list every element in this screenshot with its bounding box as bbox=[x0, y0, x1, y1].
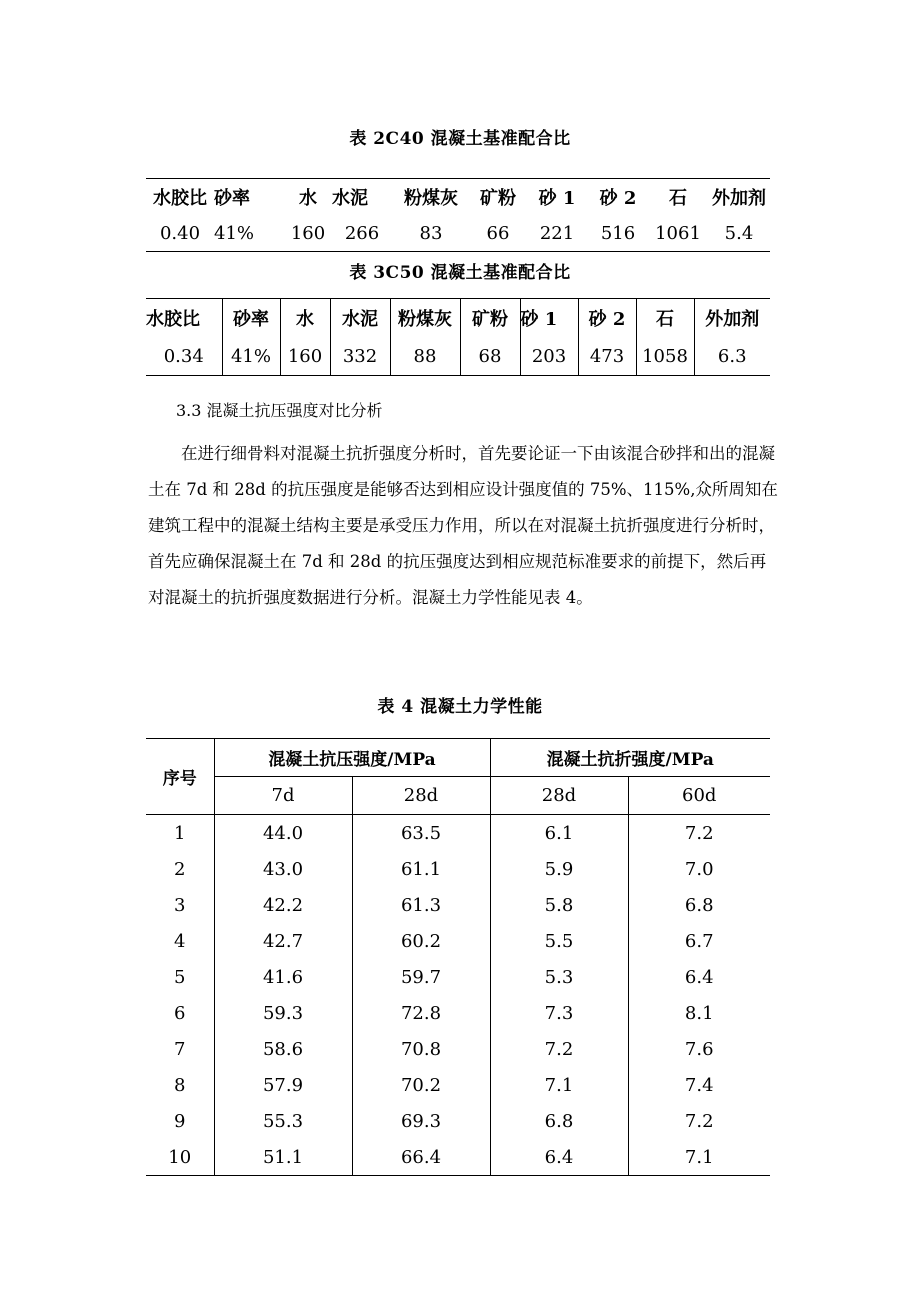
table4-seq-cell: 6 bbox=[174, 1002, 186, 1024]
paragraph-text: 在进行细骨料对混凝土抗折强度分析时，首先要论证一下由该混合砂拌和出的混凝土在 7d 和 28d 的抗压强度是能够否达到相应设计强度值的 75%、115%,众所周知在建筑工程中的混凝土结构主要是承受压力作用，所以在对混凝土抗折强度进行分析时，首先应确保混凝土在 7d 和 28d 的抗压强度达到相应规范标准要求的前提下，然后再对混凝土的抗折强度数据进行分析。混凝土力学性能见表 4。 bbox=[148, 444, 778, 607]
table4-compressive-header: 混凝土抗压强度/MPa bbox=[214, 739, 490, 777]
table3-value-cell: 160 bbox=[280, 337, 330, 376]
table4-value-cell: 70.8 bbox=[352, 1031, 490, 1067]
table2-value-cell: 160 bbox=[290, 222, 326, 244]
table2-value-cell: 266 bbox=[344, 222, 380, 244]
table3 bbox=[146, 298, 770, 376]
table4-value-cell: 7.1 bbox=[628, 1139, 770, 1176]
table4 bbox=[146, 738, 770, 1176]
table4-value-cell: 5.3 bbox=[490, 959, 628, 995]
table3-value-cell: 88 bbox=[390, 337, 460, 376]
table4-sub-header: 28d bbox=[490, 777, 628, 815]
table4-seq-cell: 3 bbox=[174, 894, 186, 916]
table3-value-cell: 473 bbox=[578, 337, 636, 376]
table4-value-cell: 8.1 bbox=[628, 995, 770, 1031]
table3-header-cell: 水胶比 bbox=[146, 309, 200, 330]
table2-value-cell: 5.4 bbox=[724, 222, 754, 244]
table4-value-cell: 7.1 bbox=[490, 1067, 628, 1103]
table4-seq-header: 序号 bbox=[146, 739, 214, 815]
table4-value-cell: 7.6 bbox=[628, 1031, 770, 1067]
table3-caption: 表 3C50 混凝土基准配合比 bbox=[349, 263, 571, 283]
table3-header-cell: 外加剂 bbox=[694, 299, 770, 338]
table4-value-cell: 42.7 bbox=[214, 923, 352, 959]
table4-value-cell: 7.0 bbox=[628, 851, 770, 887]
table2-header-cell: 水胶比 bbox=[153, 188, 207, 209]
table-row bbox=[146, 1103, 770, 1139]
table4-value-cell: 7.2 bbox=[628, 815, 770, 852]
table2-header-cell: 粉煤灰 bbox=[404, 188, 458, 209]
table4-value-cell: 6.4 bbox=[490, 1139, 628, 1176]
table4-value-cell: 6.8 bbox=[628, 887, 770, 923]
table-row bbox=[146, 1031, 770, 1067]
table2-value-cell: 66 bbox=[486, 222, 510, 244]
table2-header-cell: 砂 1 bbox=[538, 188, 576, 209]
table4-sub-header: 28d bbox=[352, 777, 490, 815]
table3-header-cell: 水泥 bbox=[330, 299, 390, 338]
table4-seq-cell: 9 bbox=[174, 1110, 186, 1132]
table4-group-header-row bbox=[146, 739, 770, 777]
table2 bbox=[146, 178, 770, 252]
table2-header-cell: 外加剂 bbox=[712, 188, 766, 209]
table4-value-cell: 7.4 bbox=[628, 1067, 770, 1103]
table4-value-cell: 5.9 bbox=[490, 851, 628, 887]
table4-value-cell: 51.1 bbox=[214, 1139, 352, 1176]
table4-value-cell: 6.1 bbox=[490, 815, 628, 852]
table4-value-cell: 44.0 bbox=[214, 815, 352, 852]
table4-value-cell: 5.8 bbox=[490, 887, 628, 923]
table2-value-cell: 41% bbox=[214, 222, 255, 244]
table-row bbox=[146, 851, 770, 887]
table2-value-cell: 221 bbox=[539, 222, 575, 244]
table4-value-cell: 61.1 bbox=[352, 851, 490, 887]
table-row bbox=[146, 1139, 770, 1176]
table4-value-cell: 6.4 bbox=[628, 959, 770, 995]
table4-flexural-header: 混凝土抗折强度/MPa bbox=[490, 739, 770, 777]
table3-header-cell: 砂率 bbox=[222, 299, 280, 338]
table4-value-cell: 5.5 bbox=[490, 923, 628, 959]
table4-seq-cell: 7 bbox=[174, 1038, 186, 1060]
table-row bbox=[146, 923, 770, 959]
table3-header-cell: 矿粉 bbox=[460, 299, 520, 338]
table4-value-cell: 6.7 bbox=[628, 923, 770, 959]
table4-caption: 表 4 混凝土力学性能 bbox=[377, 697, 543, 717]
table3-value-cell: 6.3 bbox=[694, 337, 770, 376]
table4-seq-cell: 2 bbox=[174, 858, 186, 880]
table2-caption: 表 2C40 混凝土基准配合比 bbox=[349, 129, 571, 149]
table4-seq-cell: 8 bbox=[174, 1074, 186, 1096]
table4-value-cell: 57.9 bbox=[214, 1067, 352, 1103]
table3-header-cell: 水 bbox=[280, 299, 330, 338]
table2-value-row bbox=[146, 215, 770, 252]
table3-value-cell: 203 bbox=[520, 337, 578, 376]
table2-value-cell: 516 bbox=[600, 222, 636, 244]
table4-value-cell: 43.0 bbox=[214, 851, 352, 887]
table4-value-cell: 42.2 bbox=[214, 887, 352, 923]
table-row bbox=[146, 995, 770, 1031]
table4-value-cell: 60.2 bbox=[352, 923, 490, 959]
body-paragraph bbox=[148, 436, 778, 616]
table-row bbox=[146, 1067, 770, 1103]
table4-value-cell: 59.3 bbox=[214, 995, 352, 1031]
table4-seq-cell: 4 bbox=[174, 930, 186, 952]
table4-value-cell: 55.3 bbox=[214, 1103, 352, 1139]
table3-value-cell: 1058 bbox=[636, 337, 694, 376]
table2-header-cell: 砂率 bbox=[214, 188, 250, 209]
table4-seq-cell: 10 bbox=[146, 1139, 214, 1176]
table4-value-cell: 69.3 bbox=[352, 1103, 490, 1139]
table4-value-cell: 59.7 bbox=[352, 959, 490, 995]
table3-value-cell: 41% bbox=[222, 337, 280, 376]
table3-header-row bbox=[146, 299, 770, 338]
table2-value-cell: 1061 bbox=[655, 222, 701, 244]
table4-body bbox=[146, 815, 770, 1176]
table4-sub-header: 60d bbox=[628, 777, 770, 815]
table-row bbox=[146, 815, 770, 852]
table4-seq-cell: 1 bbox=[174, 822, 186, 844]
table3-header-cell: 石 bbox=[636, 299, 694, 338]
table3-value-row bbox=[146, 337, 770, 376]
table4-value-cell: 63.5 bbox=[352, 815, 490, 852]
table2-value-cell: 0.40 bbox=[159, 222, 201, 244]
table2-header-cell: 水泥 bbox=[332, 188, 368, 209]
table3-header-cell: 粉煤灰 bbox=[390, 299, 460, 338]
table3-value-cell: 68 bbox=[460, 337, 520, 376]
table2-header-cell: 水 bbox=[299, 188, 317, 209]
table4-value-cell: 6.8 bbox=[490, 1103, 628, 1139]
table2-header-cell: 砂 2 bbox=[599, 188, 637, 209]
table3-value-cell: 0.34 bbox=[163, 345, 204, 367]
section-heading: 3.3 混凝土抗压强度对比分析 bbox=[176, 401, 383, 420]
table4-value-cell: 72.8 bbox=[352, 995, 490, 1031]
table4-value-cell: 7.2 bbox=[628, 1103, 770, 1139]
table4-value-cell: 70.2 bbox=[352, 1067, 490, 1103]
table4-sub-header-row bbox=[146, 777, 770, 815]
table3-header-cell: 砂 1 bbox=[520, 299, 578, 338]
table4-value-cell: 7.2 bbox=[490, 1031, 628, 1067]
table4-sub-header: 7d bbox=[214, 777, 352, 815]
table3-header-cell: 砂 2 bbox=[578, 299, 636, 338]
table-row bbox=[146, 959, 770, 995]
table4-value-cell: 58.6 bbox=[214, 1031, 352, 1067]
table4-value-cell: 66.4 bbox=[352, 1139, 490, 1176]
table2-header-cell: 矿粉 bbox=[480, 188, 516, 209]
table3-value-cell: 332 bbox=[330, 337, 390, 376]
table4-value-cell: 41.6 bbox=[214, 959, 352, 995]
table4-value-cell: 61.3 bbox=[352, 887, 490, 923]
table2-value-cell: 83 bbox=[419, 222, 443, 244]
table4-seq-cell: 5 bbox=[174, 966, 186, 988]
table-row bbox=[146, 887, 770, 923]
table4-value-cell: 7.3 bbox=[490, 995, 628, 1031]
table2-header-row bbox=[146, 179, 770, 216]
table2-header-cell: 石 bbox=[669, 188, 687, 209]
